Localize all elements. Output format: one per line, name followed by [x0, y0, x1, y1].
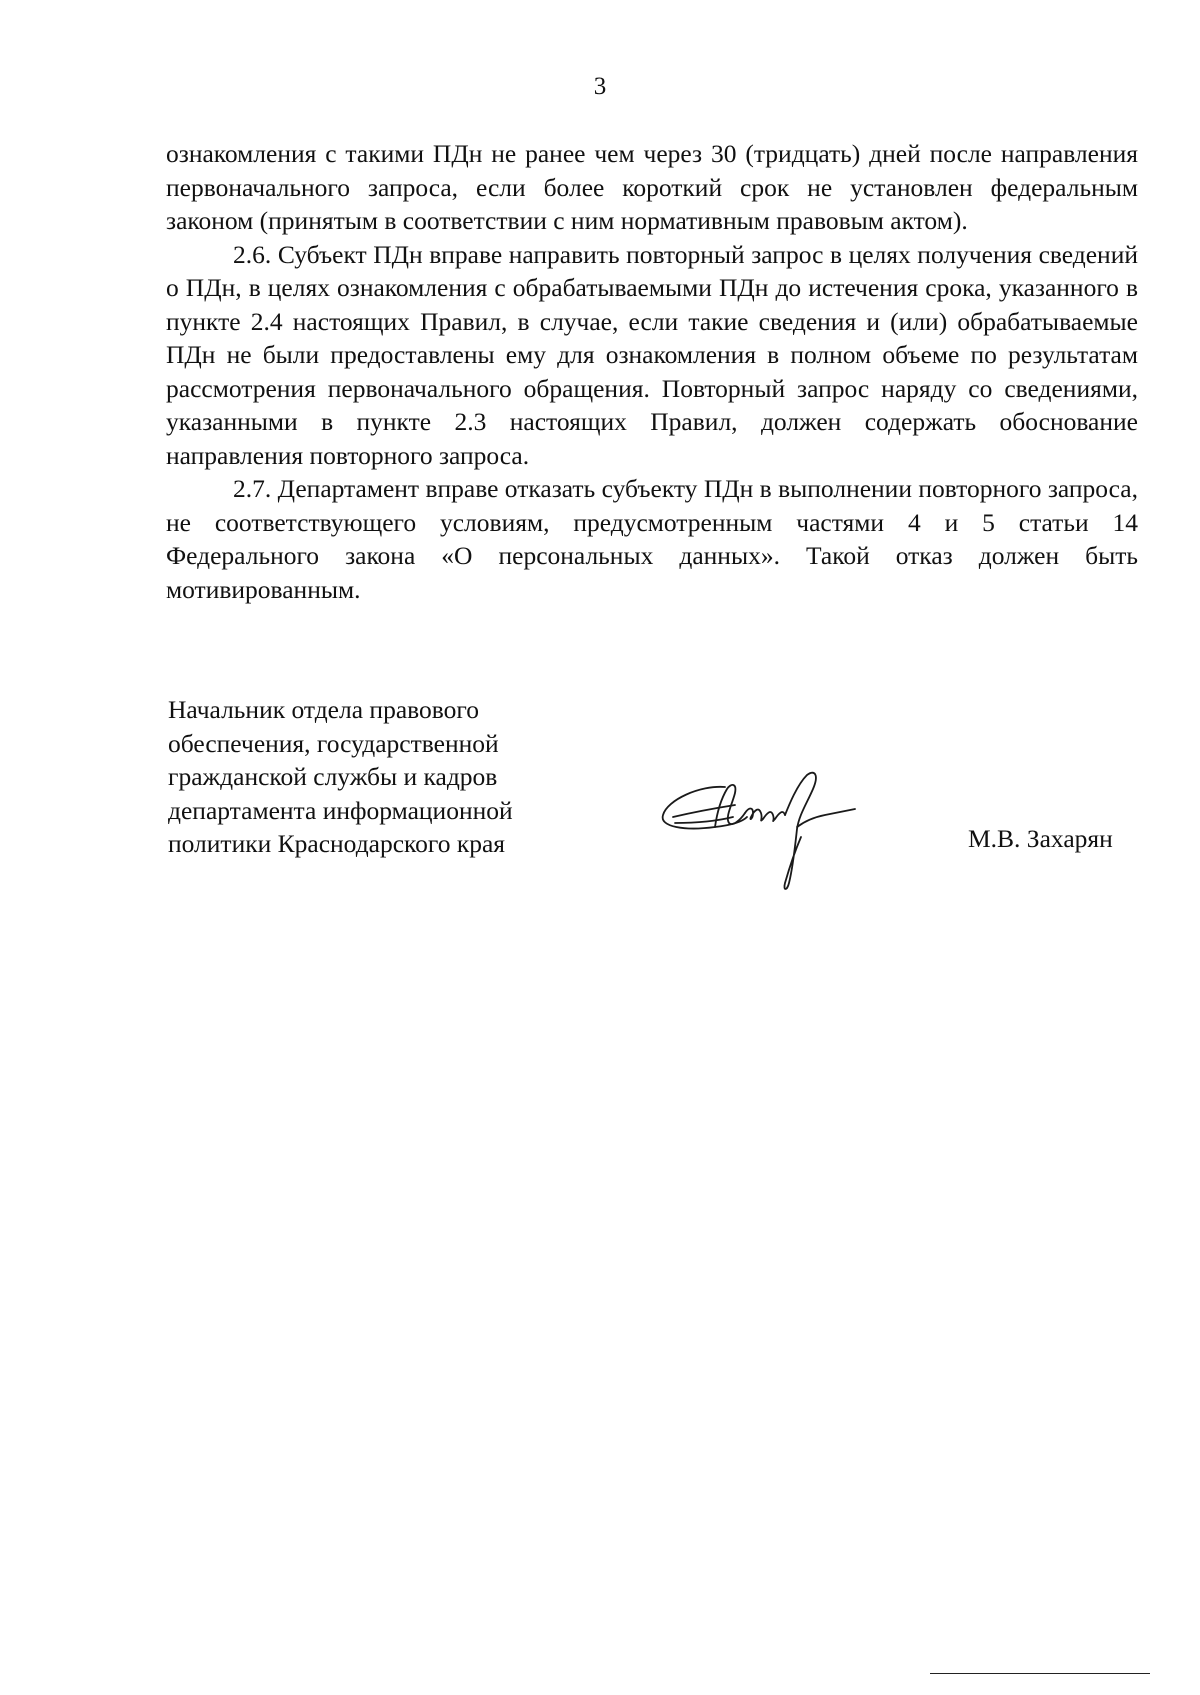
paragraph-continuation: ознакомления с такими ПДн не ранее чем через 30 (тридцать) дней после направления первоначального запроса, если более короткий срок не установлен федеральным законом (принятым в соответствии с ним нормативным правовым актом).: [166, 139, 1138, 235]
paragraph-2-7: 2.7. Департамент вправе отказать субъекту ПДн в выполнении повторного запроса, не соответствующего условиям, предусмотренным частями 4 и 5 статьи 14 Федерального закона «О персональных данных». Такой отказ должен быть мотивированным.: [166, 474, 1138, 604]
signatory-position: [168, 693, 588, 861]
page-number: 3: [593, 73, 607, 100]
handwritten-signature: [655, 765, 870, 905]
signatory-position-line: обеспечения, государственной: [168, 728, 499, 758]
signatory-position-line: департамента информационной: [168, 795, 513, 825]
signatory-position-line: политики Краснодарского края: [168, 829, 506, 858]
document-body: [166, 137, 1138, 606]
signatory-position-line: гражданской службы и кадров: [168, 762, 498, 791]
signatory-position-line: Начальник отдела правового: [168, 695, 479, 724]
signer-name: М.В. Захарян: [968, 824, 1113, 853]
paragraph-2-6: 2.6. Субъект ПДн вправе направить повторный запрос в целях получения сведений о ПДн, в целях ознакомления с обрабатываемыми ПДн до истечения срока, указанного в пункте 2.4 настоящих Правил, в случае, если такие сведения и (или) обрабатываемые ПДн не были предоставлены ему для ознакомления в полном объеме по результатам рассмотрения первоначального обращения. Повторный запрос наряду со сведениями, указанными в пункте 2.3 настоящих Правил, должен содержать обоснование направления повторного запроса.: [166, 239, 1138, 470]
footer-divider: [930, 1673, 1150, 1674]
